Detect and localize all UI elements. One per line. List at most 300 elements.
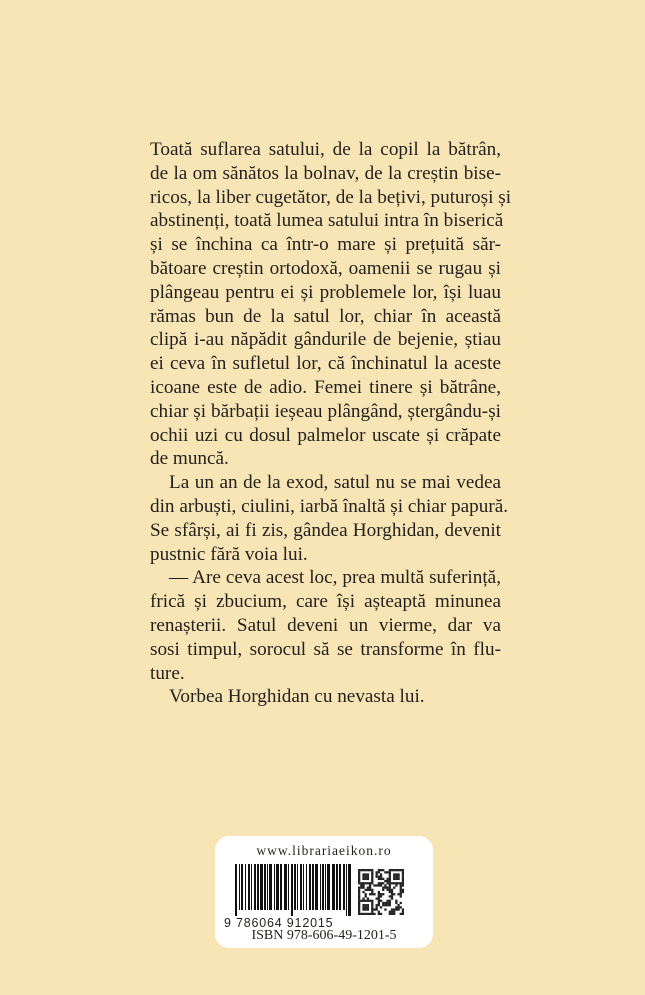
qr-module: [358, 880, 360, 882]
barcode-bar: [264, 864, 266, 910]
text-line: rămas bun de la satul lor, chiar în această: [150, 305, 501, 327]
qr-module: [395, 876, 397, 878]
qr-module: [369, 882, 371, 884]
qr-module: [389, 900, 391, 902]
qr-module: [358, 891, 360, 893]
qr-module: [362, 906, 364, 908]
qr-module: [400, 902, 402, 904]
qr-module: [360, 869, 362, 871]
qr-module: [393, 911, 395, 913]
qr-module: [365, 895, 367, 897]
qr-module: [365, 893, 367, 895]
qr-module: [382, 882, 384, 884]
barcode-bar: [280, 864, 282, 910]
text-line: din arbuști, ciulini, iarbă înaltă și chiar papură.: [150, 495, 509, 517]
qr-module: [371, 908, 373, 910]
text-line: clipă i-au năpădit gândurile de bejenie, știau: [150, 329, 501, 351]
isbn-number: ISBN 978-606-49-1201-5: [251, 928, 397, 943]
qr-module: [391, 911, 393, 913]
qr-module: [386, 904, 388, 906]
qr-module: [389, 895, 391, 897]
qr-module: [371, 882, 373, 884]
qr-module: [397, 869, 399, 871]
qr-module: [367, 878, 369, 880]
barcode-bar: [343, 864, 345, 910]
qr-module: [371, 911, 373, 913]
text-line: bătoare creștin ortodoxă, oamenii se rugau și: [150, 257, 501, 279]
barcode-bar: [327, 864, 330, 910]
qr-module: [400, 893, 402, 895]
qr-module: [380, 876, 382, 878]
qr-module: [365, 889, 367, 891]
text-line: — Are ceva acest loc, prea multă suferință,: [169, 567, 501, 589]
barcode-bar: [269, 864, 272, 910]
qr-module: [400, 913, 402, 915]
qr-module: [378, 878, 380, 880]
barcode-label: [215, 836, 433, 948]
qr-module: [397, 878, 399, 880]
qr-module: [395, 878, 397, 880]
qr-module: [378, 869, 380, 871]
qr-module: [402, 880, 404, 882]
text-line: de muncă.: [150, 448, 229, 470]
text-line: chiar și bărbații ieșeau plângând, ștergându-și: [150, 400, 501, 422]
barcode-bar: [288, 864, 289, 910]
qr-module: [382, 904, 384, 906]
barcode-bar: [241, 864, 243, 910]
text-line: Se sfârși, ai fi zis, gândea Horghidan, devenit: [150, 519, 501, 541]
qr-module: [395, 902, 397, 904]
qr-module: [393, 869, 395, 871]
qr-module: [402, 869, 404, 871]
qr-module: [373, 913, 375, 915]
qr-module: [386, 902, 388, 904]
qr-module: [391, 913, 393, 915]
qr-module: [376, 873, 378, 875]
qr-module: [365, 908, 367, 910]
qr-module: [358, 913, 360, 915]
qr-module: [391, 895, 393, 897]
qr-module: [402, 871, 404, 873]
barcode-bar: [274, 864, 275, 910]
qr-module: [397, 906, 399, 908]
qr-module: [400, 882, 402, 884]
qr-module: [378, 884, 380, 886]
qr-module: [380, 882, 382, 884]
qr-module: [397, 876, 399, 878]
qr-module: [362, 908, 364, 910]
qr-module: [367, 876, 369, 878]
qr-module: [400, 895, 402, 897]
qr-module: [402, 876, 404, 878]
qr-module: [402, 908, 404, 910]
qr-module: [382, 887, 384, 889]
qr-module: [402, 913, 404, 915]
qr-module: [400, 891, 402, 893]
qr-module: [386, 882, 388, 884]
qr-module: [402, 889, 404, 891]
qr-module: [371, 902, 373, 904]
qr-module: [367, 906, 369, 908]
qr-module: [391, 893, 393, 895]
qr-module: [360, 900, 362, 902]
barcode-bar: [303, 864, 304, 910]
qr-module: [384, 884, 386, 886]
qr-module: [362, 873, 364, 875]
qr-module: [367, 900, 369, 902]
qr-module: [380, 878, 382, 880]
qr-module: [380, 913, 382, 915]
qr-module: [378, 882, 380, 884]
qr-module: [376, 904, 378, 906]
barcode-bar: [239, 864, 240, 910]
qr-module: [378, 891, 380, 893]
qr-module: [386, 880, 388, 882]
barcode-bar: [332, 864, 335, 910]
barcode-bar: [235, 864, 237, 916]
qr-module: [386, 871, 388, 873]
qr-module: [371, 913, 373, 915]
qr-module: [376, 897, 378, 899]
text-line: ei ceva în sufletul lor, că închinatul la aceste: [150, 353, 501, 375]
qr-module: [384, 902, 386, 904]
qr-module: [397, 904, 399, 906]
text-line: plângeau pentru ei și problemele lor, își luau: [150, 281, 501, 303]
qr-module: [365, 900, 367, 902]
back-cover-text: [150, 138, 512, 709]
qr-module: [376, 906, 378, 908]
qr-module: [358, 902, 360, 904]
qr-module: [395, 884, 397, 886]
qr-module: [389, 869, 391, 871]
qr-module: [378, 871, 380, 873]
qr-module: [365, 878, 367, 880]
text-line: Toată suflarea satului, de la copil la bătrân,: [150, 139, 501, 160]
qr-module: [389, 873, 391, 875]
qr-module: [402, 911, 404, 913]
qr-module: [380, 893, 382, 895]
qr-module: [384, 880, 386, 882]
qr-module: [378, 897, 380, 899]
barcode-bar: [297, 864, 298, 910]
qr-module: [400, 869, 402, 871]
qr-module: [362, 913, 364, 915]
text-line: de la om sănătos la bolnav, de la creștin bise-: [150, 162, 501, 184]
barcode-bar: [251, 864, 252, 910]
qr-module: [400, 889, 402, 891]
qr-module: [378, 902, 380, 904]
qr-module: [402, 878, 404, 880]
qr-module: [380, 873, 382, 875]
qr-module: [371, 880, 373, 882]
qr-module: [358, 895, 360, 897]
qr-module: [380, 900, 382, 902]
qr-module: [358, 904, 360, 906]
qr-module: [380, 895, 382, 897]
qr-module: [371, 871, 373, 873]
qr-module: [391, 897, 393, 899]
qr-module: [369, 893, 371, 895]
qr-module: [380, 869, 382, 871]
qr-module: [367, 887, 369, 889]
qr-module: [393, 908, 395, 910]
qr-module: [389, 889, 391, 891]
qr-module: [397, 908, 399, 910]
qr-module: [362, 882, 364, 884]
qr-module: [382, 889, 384, 891]
qr-module: [358, 889, 360, 891]
qr-module: [395, 908, 397, 910]
qr-module: [389, 876, 391, 878]
qr-module: [373, 908, 375, 910]
barcode-bar: [260, 864, 263, 910]
barcode-bar: [348, 864, 351, 916]
qr-module: [393, 882, 395, 884]
qr-module: [389, 878, 391, 880]
qr-module: [358, 876, 360, 878]
qr-module: [389, 871, 391, 873]
qr-module: [371, 893, 373, 895]
qr-module: [380, 906, 382, 908]
qr-module: [378, 904, 380, 906]
qr-module: [389, 902, 391, 904]
qr-module: [391, 882, 393, 884]
qr-module: [369, 869, 371, 871]
qr-module: [378, 911, 380, 913]
qr-module: [367, 889, 369, 891]
qr-module: [378, 895, 380, 897]
qr-module: [393, 878, 395, 880]
qr-module: [378, 900, 380, 902]
qr-module: [358, 882, 360, 884]
qr-module: [358, 906, 360, 908]
qr-module: [371, 904, 373, 906]
qr-module: [382, 869, 384, 871]
barcode-bar: [309, 864, 311, 910]
qr-module: [367, 904, 369, 906]
qr-module: [358, 893, 360, 895]
qr-module: [373, 884, 375, 886]
barcode-bar: [306, 864, 307, 910]
qr-module: [376, 908, 378, 910]
qr-module: [380, 884, 382, 886]
qr-code: [358, 869, 404, 915]
text-line: frică și zbucium, care își așteaptă minunea: [150, 591, 501, 613]
text-line: icoane este de adio. Femei tinere și bătrâne,: [150, 376, 501, 398]
qr-module: [389, 913, 391, 915]
barcode-bar: [284, 864, 287, 910]
qr-module: [367, 873, 369, 875]
qr-module: [367, 897, 369, 899]
barcode-bar: [325, 864, 326, 910]
qr-module: [365, 913, 367, 915]
qr-module: [402, 873, 404, 875]
qr-module: [384, 908, 386, 910]
barcode-bar: [257, 864, 259, 910]
qr-module: [397, 893, 399, 895]
qr-module: [397, 873, 399, 875]
qr-module: [360, 882, 362, 884]
qr-module: [389, 880, 391, 882]
qr-module: [373, 893, 375, 895]
qr-module: [382, 893, 384, 895]
qr-module: [362, 900, 364, 902]
qr-module: [365, 876, 367, 878]
qr-module: [360, 913, 362, 915]
qr-module: [369, 913, 371, 915]
qr-module: [365, 873, 367, 875]
qr-module: [371, 878, 373, 880]
qr-module: [389, 887, 391, 889]
qr-module: [367, 913, 369, 915]
qr-module: [362, 878, 364, 880]
qr-module: [376, 876, 378, 878]
barcode-bar: [346, 864, 347, 916]
qr-module: [395, 873, 397, 875]
qr-module: [400, 884, 402, 886]
text-line: ture.: [150, 662, 185, 684]
qr-module: [358, 887, 360, 889]
text-line: abstinenți, toată lumea satului intra în biserică: [150, 210, 504, 232]
qr-module: [386, 889, 388, 891]
qr-module: [369, 900, 371, 902]
text-line: ricos, la liber cugetător, de la bețivi, puturoși și: [150, 186, 512, 208]
qr-module: [362, 887, 364, 889]
qr-module: [367, 882, 369, 884]
qr-module: [365, 906, 367, 908]
text-line: La un an de la exod, satul nu se mai vedea: [169, 472, 501, 494]
qr-module: [384, 871, 386, 873]
barcode-bar: [294, 864, 296, 910]
qr-module: [369, 887, 371, 889]
barcode-bar: [248, 864, 250, 910]
qr-module: [393, 893, 395, 895]
qr-module: [395, 882, 397, 884]
barcode-bar: [339, 864, 341, 910]
qr-module: [402, 882, 404, 884]
qr-module: [376, 871, 378, 873]
qr-module: [386, 900, 388, 902]
qr-module: [367, 869, 369, 871]
qr-module: [393, 913, 395, 915]
qr-module: [391, 891, 393, 893]
text-line: și se închina ca într-o mare și prețuită săr-: [150, 234, 501, 256]
qr-module: [362, 869, 364, 871]
qr-module: [378, 913, 380, 915]
qr-module: [389, 904, 391, 906]
qr-module: [393, 873, 395, 875]
barcode-bar: [336, 864, 338, 910]
barcode-bar: [300, 864, 302, 910]
barcode-bar: [320, 864, 321, 910]
qr-module: [369, 889, 371, 891]
text-line: ochii uzi cu dosul palmelor uscate și crăpate: [150, 424, 501, 446]
qr-module: [389, 884, 391, 886]
qr-module: [365, 904, 367, 906]
qr-module: [378, 876, 380, 878]
qr-module: [382, 878, 384, 880]
qr-module: [358, 908, 360, 910]
qr-module: [369, 884, 371, 886]
qr-module: [402, 884, 404, 886]
qr-module: [400, 906, 402, 908]
qr-module: [371, 900, 373, 902]
qr-module: [358, 911, 360, 913]
qr-module: [358, 871, 360, 873]
qr-module: [389, 882, 391, 884]
qr-module: [384, 887, 386, 889]
text-line: renașterii. Satul deveni un vierme, dar va: [150, 614, 501, 636]
qr-module: [362, 897, 364, 899]
barcode-bar: [312, 864, 314, 910]
barcode-bar: [245, 864, 246, 910]
qr-module: [376, 884, 378, 886]
qr-module: [358, 878, 360, 880]
qr-module: [358, 900, 360, 902]
qr-module: [391, 908, 393, 910]
qr-module: [393, 887, 395, 889]
text-line: pustnic fără voia lui.: [150, 543, 308, 565]
qr-module: [395, 869, 397, 871]
qr-module: [393, 876, 395, 878]
qr-module: [397, 882, 399, 884]
qr-module: [386, 878, 388, 880]
qr-module: [358, 897, 360, 899]
qr-module: [362, 876, 364, 878]
publisher-website: www.librariaeikon.ro: [256, 843, 392, 858]
qr-module: [371, 873, 373, 875]
qr-module: [371, 906, 373, 908]
qr-module: [362, 904, 364, 906]
qr-module: [389, 911, 391, 913]
qr-module: [391, 869, 393, 871]
qr-module: [360, 884, 362, 886]
qr-module: [382, 902, 384, 904]
qr-module: [360, 887, 362, 889]
barcode-bar: [322, 864, 324, 910]
qr-module: [367, 908, 369, 910]
qr-module: [384, 904, 386, 906]
barcode: [227, 864, 352, 916]
qr-module: [365, 869, 367, 871]
text-line: sosi timpul, sorocul să se transforme în flu-: [150, 638, 501, 660]
qr-module: [386, 887, 388, 889]
qr-module: [362, 884, 364, 886]
qr-module: [371, 869, 373, 871]
qr-module: [365, 882, 367, 884]
barcode-digits: 9 786064 912015: [224, 916, 334, 930]
qr-module: [378, 893, 380, 895]
qr-module: [389, 891, 391, 893]
qr-module: [395, 906, 397, 908]
barcode-bar: [291, 864, 293, 916]
qr-module: [395, 900, 397, 902]
qr-module: [358, 873, 360, 875]
text-line: Vorbea Horghidan cu nevasta lui.: [169, 686, 425, 708]
qr-module: [400, 887, 402, 889]
qr-module: [402, 891, 404, 893]
qr-module: [371, 876, 373, 878]
barcode-bar: [315, 864, 318, 910]
qr-module: [371, 889, 373, 891]
barcode-bar: [267, 864, 268, 910]
qr-module: [362, 891, 364, 893]
barcode-bar: [276, 864, 279, 910]
qr-module: [391, 889, 393, 891]
barcode-bar: [254, 864, 256, 910]
qr-module: [371, 891, 373, 893]
qr-module: [358, 869, 360, 871]
